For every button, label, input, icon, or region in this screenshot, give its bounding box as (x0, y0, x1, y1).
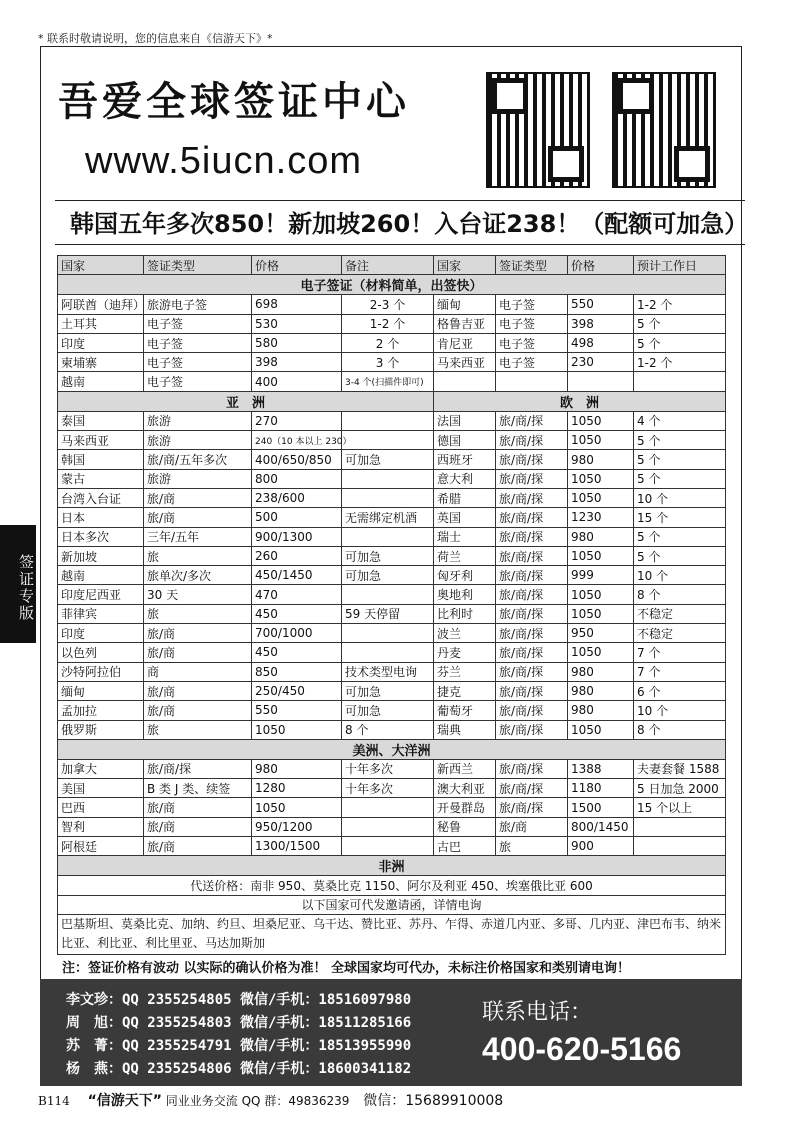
table-cell: 芬兰 (434, 662, 496, 681)
side-tab-visa-edition: 签证专版 (0, 525, 36, 643)
table-cell: 台湾入台证 (58, 488, 144, 507)
table-cell: 美国 (58, 779, 144, 798)
table-cell: 电子签证（材料简单，出签快） (58, 275, 726, 295)
table-cell: 瑞典 (434, 720, 496, 739)
table-cell: 2 个 (342, 333, 434, 352)
table-cell: 1050 (568, 585, 634, 604)
table-cell: 1-2 个 (634, 295, 726, 314)
table-cell (342, 585, 434, 604)
table-cell: 古巴 (434, 837, 496, 856)
table-cell (634, 817, 726, 836)
contact-yang-yan[interactable]: 杨 燕：QQ 2355254806 微信/手机：18600341182 (66, 1061, 412, 1077)
table-cell: 马来西亚 (434, 353, 496, 372)
table-cell: 5 个 (634, 314, 726, 333)
table-cell: 1050 (568, 720, 634, 739)
table-cell: 旅游 (144, 469, 252, 488)
table-row (58, 662, 726, 681)
table-cell: 丹麦 (434, 643, 496, 662)
table-cell: 旅游电子签 (144, 295, 252, 314)
table-cell: 8 个 (634, 720, 726, 739)
table-cell: 1230 (568, 508, 634, 527)
table-cell: 1050 (568, 604, 634, 623)
table-cell: 电子签 (144, 353, 252, 372)
table-row (58, 759, 726, 778)
table-cell: 希腊 (434, 488, 496, 507)
table-cell: 西班牙 (434, 450, 496, 469)
table-cell: 10 个 (634, 701, 726, 720)
table-cell: 旅/商/探 (496, 604, 568, 623)
table-cell: 美洲、大洋洲 (58, 739, 726, 759)
source-note: * 联系时敬请说明，您的信息来自《信游天下》* (38, 32, 273, 45)
footer-qq-group: 同业业务交流 QQ 群：49836239 (165, 1094, 350, 1108)
footer-wechat[interactable]: 微信：15689910008 (363, 1093, 504, 1109)
table-cell: 智利 (58, 817, 144, 836)
page-number: B114 (38, 1094, 70, 1108)
table-cell: 澳大利亚 (434, 779, 496, 798)
table-cell: 德国 (434, 431, 496, 450)
table-cell: 技术类型电询 (342, 662, 434, 681)
table-row (58, 837, 726, 856)
table-cell: 旅/商 (496, 817, 568, 836)
contact-li-wenzhen[interactable]: 李文珍：QQ 2355254805 微信/手机：18516097980 (66, 992, 412, 1008)
table-cell: 价格 (252, 256, 342, 275)
table-cell: 1-2 个 (634, 353, 726, 372)
table-cell: 夫妻套餐 1588 (634, 759, 726, 778)
table-cell: 1300/1500 (252, 837, 342, 856)
table-cell: 1388 (568, 759, 634, 778)
table-cell: 旅/商 (144, 681, 252, 700)
table-cell (634, 372, 726, 391)
table-cell: 5 个 (634, 527, 726, 546)
table-cell: 无需绑定机酒 (342, 508, 434, 527)
table-cell: 旅/商/探 (496, 643, 568, 662)
table-cell: 550 (252, 701, 342, 720)
table-cell: 398 (568, 314, 634, 333)
table-row (58, 508, 726, 527)
table-cell: 旅游 (144, 431, 252, 450)
table-cell (434, 372, 496, 391)
table-cell: 商 (144, 662, 252, 681)
table-cell: 不稳定 (634, 624, 726, 643)
africa-row (58, 914, 726, 954)
table-cell: 400/650/850 (252, 450, 342, 469)
table-row (58, 681, 726, 700)
table-cell: 1050 (252, 798, 342, 817)
table-row (58, 527, 726, 546)
table-row (58, 411, 726, 430)
table-cell: 700/1000 (252, 624, 342, 643)
table-cell: 旅/商 (144, 643, 252, 662)
visa-price-table (57, 255, 726, 955)
table-cell: 缅甸 (58, 681, 144, 700)
table-cell: 旅/商/探 (496, 527, 568, 546)
phone-label: 联系电话： (482, 1000, 593, 1025)
table-cell: 旅/商 (144, 508, 252, 527)
table-cell: 菲律宾 (58, 604, 144, 623)
table-row (58, 314, 726, 333)
table-cell: 英国 (434, 508, 496, 527)
table-cell: 欧 洲 (434, 391, 726, 411)
table-cell (342, 411, 434, 430)
table-cell: 电子签 (496, 295, 568, 314)
table-cell: 900 (568, 837, 634, 856)
table-row (58, 779, 726, 798)
table-row (58, 353, 726, 372)
table-row (58, 450, 726, 469)
table-cell: 5 个 (634, 546, 726, 565)
table-cell: 15 个以上 (634, 798, 726, 817)
table-cell: 价格 (568, 256, 634, 275)
table-cell: 旅/商/探 (496, 411, 568, 430)
table-cell: 新西兰 (434, 759, 496, 778)
table-cell: 旅 (144, 604, 252, 623)
table-cell: 可加急 (342, 701, 434, 720)
table-cell: 旅/商/探 (496, 624, 568, 643)
table-cell: 999 (568, 566, 634, 585)
table-cell: 比利时 (434, 604, 496, 623)
table-cell: 1050 (568, 488, 634, 507)
promo-headline: 韩国五年多次850！新加坡260！入台证238！（配额可加急） (70, 210, 749, 238)
table-cell: 450 (252, 643, 342, 662)
table-cell: 15 个 (634, 508, 726, 527)
table-cell: 698 (252, 295, 342, 314)
contact-zhou-xu[interactable]: 周 旭：QQ 2355254803 微信/手机：18511285166 (66, 1015, 412, 1031)
table-cell: 1280 (252, 779, 342, 798)
table-cell (342, 798, 434, 817)
table-cell: 5 日加急 2000 (634, 779, 726, 798)
table-row (58, 720, 726, 739)
table-row (58, 469, 726, 488)
table-cell: 240（10 本以上 230） (252, 431, 342, 450)
table-cell (342, 837, 434, 856)
table-cell: 8 个 (342, 720, 434, 739)
footer-brand: “信游天下” (87, 1093, 162, 1109)
table-row (58, 488, 726, 507)
table-cell: 旅/商/探 (144, 759, 252, 778)
table-cell: 波兰 (434, 624, 496, 643)
table-cell: 8 个 (634, 585, 726, 604)
divider (55, 244, 745, 245)
table-cell: 980 (568, 527, 634, 546)
table-cell: 巴基斯坦、莫桑比克、加纳、约旦、坦桑尼亚、乌干达、赞比亚、苏丹、乍得、赤道几内亚、多哥、几内亚、津巴布韦、纳米比亚、利比亚、利比里亚、马达加斯加 (58, 914, 726, 954)
table-cell: 缅甸 (434, 295, 496, 314)
table-cell: 加拿大 (58, 759, 144, 778)
table-cell: 肯尼亚 (434, 333, 496, 352)
table-cell (568, 372, 634, 391)
table-cell: 备注 (342, 256, 434, 275)
table-cell: 韩国 (58, 450, 144, 469)
table-cell: 可加急 (342, 546, 434, 565)
table-cell: 不稳定 (634, 604, 726, 623)
table-cell: 10 个 (634, 566, 726, 585)
table-cell: 旅/商/探 (496, 720, 568, 739)
table-row (58, 798, 726, 817)
price-notice: 注：签证价格有波动 以实际的确认价格为准！ 全球国家均可代办，未标注价格国家和类别请电询！ (62, 961, 631, 976)
table-row (58, 585, 726, 604)
table-row (58, 546, 726, 565)
table-cell: 亚 洲 (58, 391, 434, 411)
africa-row (58, 895, 726, 914)
table-cell: 法国 (434, 411, 496, 430)
table-cell: 270 (252, 411, 342, 430)
table-cell: 980 (568, 450, 634, 469)
table-cell: 7 个 (634, 643, 726, 662)
table-cell: 800 (252, 469, 342, 488)
table-row (58, 604, 726, 623)
table-cell: 蒙古 (58, 469, 144, 488)
table-cell: 1500 (568, 798, 634, 817)
table-cell: 意大利 (434, 469, 496, 488)
table-cell: 580 (252, 333, 342, 352)
table-cell: 5 个 (634, 450, 726, 469)
table-cell: 电子签 (496, 333, 568, 352)
table-cell: 瑞士 (434, 527, 496, 546)
table-row (58, 372, 726, 391)
table-cell: 旅/商/探 (496, 546, 568, 565)
table-cell: 可加急 (342, 681, 434, 700)
table-cell: 秘鲁 (434, 817, 496, 836)
table-cell: 葡萄牙 (434, 701, 496, 720)
table-cell (342, 527, 434, 546)
table-cell: 旅 (144, 720, 252, 739)
table-cell: 7 个 (634, 662, 726, 681)
table-cell: 1180 (568, 779, 634, 798)
table-cell: 土耳其 (58, 314, 144, 333)
table-cell: 980 (568, 662, 634, 681)
table-cell: 900/1300 (252, 527, 342, 546)
table-cell: 450/1450 (252, 566, 342, 585)
table-cell: 电子签 (144, 314, 252, 333)
table-cell: 550 (568, 295, 634, 314)
table-cell: 电子签 (496, 353, 568, 372)
table-cell: 以下国家可代发邀请函，详情电询 (58, 895, 726, 914)
table-header (58, 256, 726, 275)
contact-box (40, 979, 742, 1086)
table-row (58, 295, 726, 314)
table-cell: 签证类型 (144, 256, 252, 275)
table-cell: 匈牙利 (434, 566, 496, 585)
table-cell (342, 624, 434, 643)
table-cell: 旅/商 (144, 817, 252, 836)
table-cell: 代送价格：南非 950、莫桑比克 1150、阿尔及利亚 450、埃塞俄比亚 600 (58, 876, 726, 895)
table-cell: 旅/商/探 (496, 469, 568, 488)
table-cell (342, 469, 434, 488)
table-cell: 238/600 (252, 488, 342, 507)
table-cell: 6 个 (634, 681, 726, 700)
table-cell: 500 (252, 508, 342, 527)
table-cell: 日本多次 (58, 527, 144, 546)
table-cell: 开曼群岛 (434, 798, 496, 817)
table-cell: 十年多次 (342, 779, 434, 798)
table-cell: 国家 (434, 256, 496, 275)
table-cell: 3 个 (342, 353, 434, 372)
table-cell: 旅/商/探 (496, 585, 568, 604)
table-cell: 旅/商/探 (496, 450, 568, 469)
section-row (58, 739, 726, 759)
table-cell (496, 372, 568, 391)
table-cell: 旅/商/探 (496, 759, 568, 778)
table-cell: 470 (252, 585, 342, 604)
africa-row (58, 876, 726, 895)
table-cell: 阿根廷 (58, 837, 144, 856)
table-cell: 旅/商 (144, 488, 252, 507)
table-cell: 电子签 (144, 333, 252, 352)
table-cell: 4 个 (634, 411, 726, 430)
table-row (58, 624, 726, 643)
table-cell: 新加坡 (58, 546, 144, 565)
table-cell: 可加急 (342, 566, 434, 585)
table-cell: 旅/商/探 (496, 488, 568, 507)
table-cell: 非洲 (58, 856, 726, 876)
table-cell: B 类 J 类、续签 (144, 779, 252, 798)
table-cell: 越南 (58, 566, 144, 585)
table-row (58, 431, 726, 450)
table-cell: 奥地利 (434, 585, 496, 604)
brand-title: 吾爱全球签证中心 (58, 78, 410, 125)
qr-code-weibo-icon (486, 72, 590, 188)
table-cell: 1050 (568, 546, 634, 565)
table-cell: 1-2 个 (342, 314, 434, 333)
table-cell: 1050 (568, 431, 634, 450)
section-row (58, 275, 726, 295)
table-cell: 旅/商/探 (496, 798, 568, 817)
table-cell: 1050 (252, 720, 342, 739)
table-cell (342, 431, 434, 450)
table-cell: 400 (252, 372, 342, 391)
table-cell: 450 (252, 604, 342, 623)
table-cell: 签证类型 (496, 256, 568, 275)
table-cell: 捷克 (434, 681, 496, 700)
table-cell: 59 天停留 (342, 604, 434, 623)
table-cell: 398 (252, 353, 342, 372)
table-cell: 越南 (58, 372, 144, 391)
table-cell: 498 (568, 333, 634, 352)
phone-number[interactable]: 400-620-5166 (482, 1031, 682, 1067)
table-cell: 800/1450 (568, 817, 634, 836)
table-cell: 旅/商 (144, 624, 252, 643)
table-cell: 沙特阿拉伯 (58, 662, 144, 681)
table-cell: 5 个 (634, 431, 726, 450)
table-cell: 旅/商/五年多次 (144, 450, 252, 469)
table-cell: 3-4 个(扫描件即可) (342, 372, 434, 391)
table-cell: 格鲁吉亚 (434, 314, 496, 333)
table-cell: 950/1200 (252, 817, 342, 836)
table-cell: 旅/商/探 (496, 566, 568, 585)
table-cell: 旅 (144, 546, 252, 565)
table-cell: 俄罗斯 (58, 720, 144, 739)
table-cell: 以色列 (58, 643, 144, 662)
table-cell: 电子签 (144, 372, 252, 391)
table-cell: 可加急 (342, 450, 434, 469)
table-cell: 巴西 (58, 798, 144, 817)
table-cell: 荷兰 (434, 546, 496, 565)
table-row (58, 566, 726, 585)
table-cell (342, 643, 434, 662)
table-cell: 泰国 (58, 411, 144, 430)
table-cell: 旅/商/探 (496, 779, 568, 798)
table-cell: 旅/商 (144, 837, 252, 856)
table-cell: 三年/五年 (144, 527, 252, 546)
table-cell: 阿联酋（迪拜） (58, 295, 144, 314)
table-cell (342, 488, 434, 507)
table-cell: 1050 (568, 643, 634, 662)
table-cell: 印度尼西亚 (58, 585, 144, 604)
table-cell: 十年多次 (342, 759, 434, 778)
table-cell: 980 (568, 681, 634, 700)
table-cell: 旅/商/探 (496, 508, 568, 527)
table-cell: 10 个 (634, 488, 726, 507)
footer (38, 1090, 503, 1110)
divider (55, 200, 745, 201)
table-cell: 旅/商 (144, 701, 252, 720)
table-cell: 530 (252, 314, 342, 333)
table-cell (634, 837, 726, 856)
qr-code-wechat-icon (612, 72, 716, 188)
table-cell: 980 (568, 701, 634, 720)
table-cell: 30 天 (144, 585, 252, 604)
table-cell: 印度 (58, 333, 144, 352)
table-row (58, 817, 726, 836)
brand-url[interactable]: www.5iucn.com (85, 140, 362, 182)
table-cell: 预计工作日 (634, 256, 726, 275)
contact-su-jing[interactable]: 苏 菁：QQ 2355254791 微信/手机：18513955990 (66, 1038, 412, 1054)
table-cell: 旅/商/探 (496, 681, 568, 700)
table-row (58, 333, 726, 352)
table-cell: 电子签 (496, 314, 568, 333)
section-row (58, 856, 726, 876)
table-cell: 旅/商/探 (496, 662, 568, 681)
table-cell: 5 个 (634, 469, 726, 488)
table-cell: 日本 (58, 508, 144, 527)
table-cell: 国家 (58, 256, 144, 275)
table-row (58, 643, 726, 662)
section-row (58, 391, 726, 411)
table-cell: 250/450 (252, 681, 342, 700)
table-cell: 孟加拉 (58, 701, 144, 720)
table-cell: 1050 (568, 469, 634, 488)
table-cell: 1050 (568, 411, 634, 430)
table-cell: 旅/商/探 (496, 431, 568, 450)
table-cell: 950 (568, 624, 634, 643)
table-row (58, 701, 726, 720)
table-cell: 旅/商/探 (496, 701, 568, 720)
table-cell: 2-3 个 (342, 295, 434, 314)
table-cell: 230 (568, 353, 634, 372)
table-cell: 旅单次/多次 (144, 566, 252, 585)
table-cell: 马来西亚 (58, 431, 144, 450)
table-cell: 旅游 (144, 411, 252, 430)
table-cell: 旅/商 (144, 798, 252, 817)
table-cell: 980 (252, 759, 342, 778)
table-cell: 5 个 (634, 333, 726, 352)
table-cell: 印度 (58, 624, 144, 643)
table-cell: 旅 (496, 837, 568, 856)
table-cell: 柬埔寨 (58, 353, 144, 372)
table-cell (342, 817, 434, 836)
table-cell: 850 (252, 662, 342, 681)
table-cell: 260 (252, 546, 342, 565)
